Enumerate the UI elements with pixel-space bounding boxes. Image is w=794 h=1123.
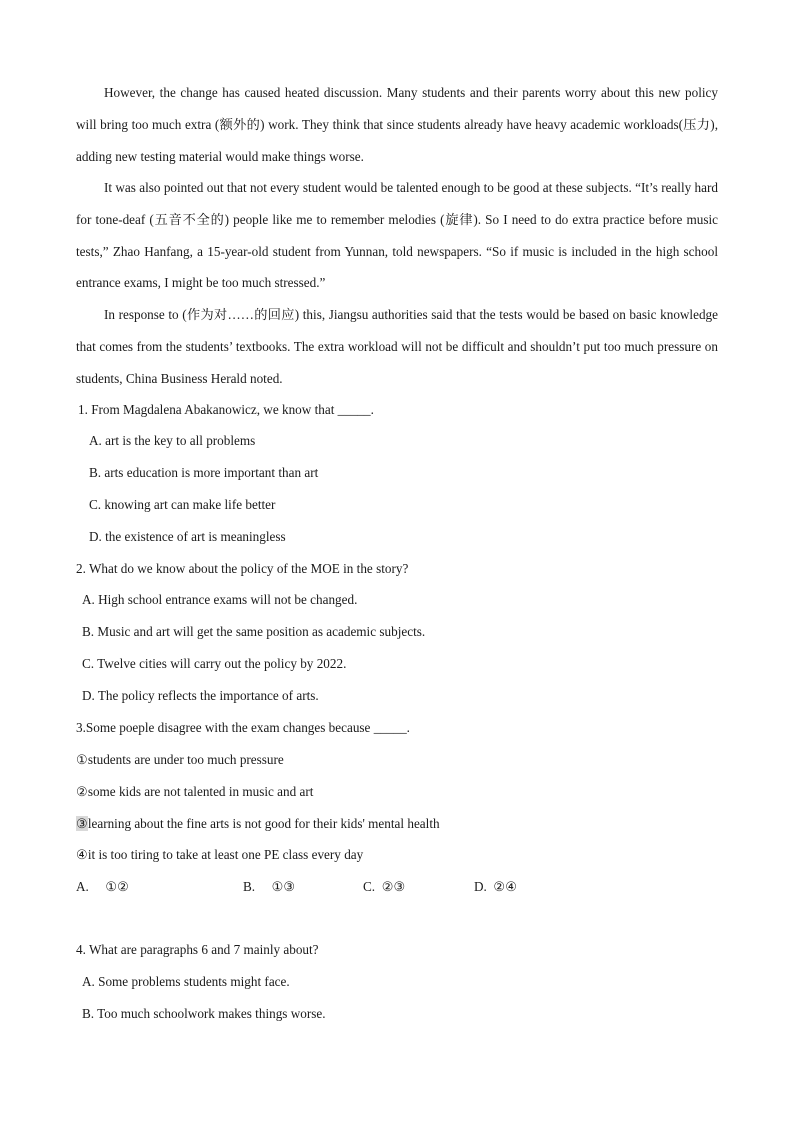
question-3-statement-4 <box>76 846 363 864</box>
choice-d <box>474 878 517 896</box>
question-2-stem: 2. What do we know about the policy of the MOE in the story? <box>76 561 409 576</box>
choice-value: ②③ <box>381 879 406 894</box>
question-4-option-a: A. Some problems students might face. <box>82 974 290 989</box>
paragraph: It was also pointed out that not every student would be talented enough to be good at these subjects. “It’s really hard for tone-deaf (五音不全的) people like me to remember melodies (旋律). So I need to do extra practice before music tests,” Zhao Hanfang, a 15-year-old student from Yunnan, told newspapers. “So if music is included in the high school entrance exams, I might be too much stressed.” <box>76 180 718 291</box>
statement-text: students are under too much pressure <box>87 752 284 767</box>
choice-value: ②④ <box>493 879 518 894</box>
paragraph: However, the change has caused heated discussion. Many students and their parents worry about this new policy will bring too much extra (额外的) work. They think that since students already have heavy academic workloads(压力), adding new testing material would make things worse. <box>76 85 718 164</box>
question-2-option-c: C. Twelve cities will carry out the policy by 2022. <box>82 656 347 671</box>
question-2-option-b: B. Music and art will get the same position as academic subjects. <box>82 624 426 639</box>
statement-number: ③ <box>76 816 88 831</box>
choice-letter: A. <box>76 879 89 894</box>
question-3-statement-1 <box>76 751 284 769</box>
question-3-statement-2 <box>76 783 313 801</box>
statement-number: ① <box>76 752 88 767</box>
question-3-statement-3 <box>76 815 440 833</box>
question-1-option-a: A. art is the key to all problems <box>89 433 256 448</box>
question-4-stem: 4. What are paragraphs 6 and 7 mainly about? <box>76 942 319 957</box>
question-1-option-b: B. arts education is more important than art <box>89 465 319 480</box>
choice-c <box>363 878 405 896</box>
choice-value: ①③ <box>271 879 296 894</box>
question-1-option-d: D. the existence of art is meaningless <box>89 529 286 544</box>
statement-text: it is too tiring to take at least one PE class every day <box>87 847 364 862</box>
question-2-option-a: A. High school entrance exams will not be changed. <box>82 592 358 607</box>
paragraph: In response to (作为对……的回应) this, Jiangsu authorities said that the tests would be based on basic knowledge that comes from the students’ textbooks. The extra workload will not be difficult and shouldn’t put too much pressure on students, China Business Herald noted. <box>76 307 718 386</box>
question-4-option-b: B. Too much schoolwork makes things worse. <box>82 1006 326 1021</box>
choice-b <box>243 878 295 896</box>
statement-number: ④ <box>76 847 88 862</box>
question-2-option-d: D. The policy reflects the importance of arts. <box>82 688 319 703</box>
statement-number: ② <box>76 784 88 799</box>
choice-value: ①② <box>105 879 129 894</box>
choice-letter: C. <box>363 879 376 894</box>
statement-text: some kids are not talented in music and art <box>87 784 314 799</box>
choice-letter: D. <box>474 879 487 894</box>
question-3-stem: 3.Some poeple disagree with the exam changes because _____. <box>76 720 410 735</box>
statement-text: learning about the fine arts is not good for their kids' mental health <box>87 816 440 831</box>
question-1-stem: 1. From Magdalena Abakanowicz, we know that _____. <box>78 402 374 417</box>
choice-letter: B. <box>243 879 256 894</box>
choice-a <box>76 878 129 896</box>
question-1-option-c: C. knowing art can make life better <box>89 497 276 512</box>
